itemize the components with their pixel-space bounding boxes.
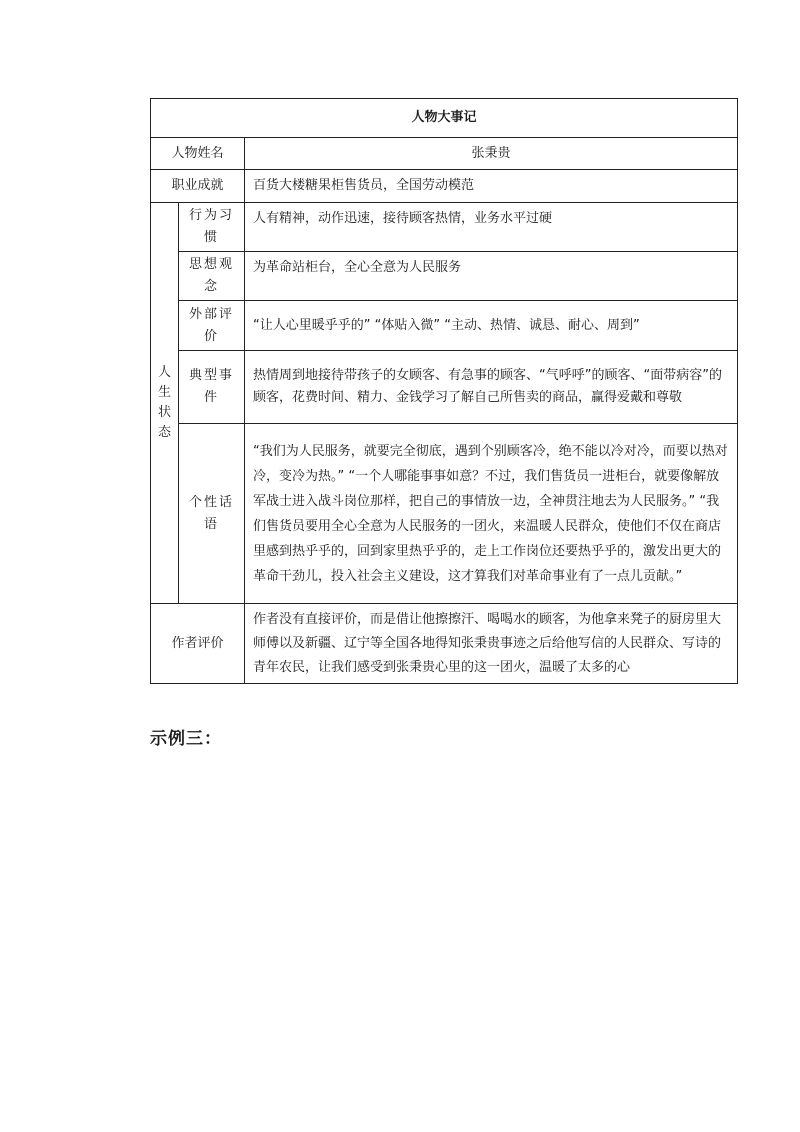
habit-label (179, 203, 245, 252)
table-row (151, 351, 738, 424)
table-row (151, 203, 738, 252)
habit-label-line: 惯 (203, 230, 219, 245)
table-row (151, 424, 738, 604)
table-title-row (151, 99, 738, 138)
name-row (151, 138, 738, 170)
event-label-line: 件 (203, 390, 219, 405)
evaluation-label-line: 价 (203, 328, 219, 344)
career-value: 百货大楼糖果柜售货员，全国劳动模范 (245, 170, 738, 203)
life-state-char: 人 (157, 365, 171, 380)
evaluation-value: “让人心里暖乎乎的” “体贴入微” “主动、热情、诚恳、耐心、周到” (245, 301, 738, 351)
author-row (151, 604, 738, 684)
life-state-char: 状 (157, 405, 171, 420)
idea-label-line: 思想观 (188, 257, 234, 272)
event-label-line: 典型事 (188, 368, 234, 383)
life-state-char: 态 (157, 425, 171, 440)
career-label: 职业成就 (151, 170, 245, 203)
habit-value: 人有精神，动作迅速，接待顾客热情，业务水平过硬 (245, 203, 738, 252)
event-label (179, 351, 245, 424)
evaluation-label-line: 外部评 (188, 306, 234, 322)
name-label: 人物姓名 (151, 138, 245, 170)
table-row (151, 301, 738, 351)
career-row (151, 170, 738, 203)
idea-label-line: 念 (203, 279, 219, 294)
habit-label-line: 行为习 (188, 208, 234, 223)
table-row (151, 252, 738, 301)
character-record-table (150, 98, 738, 684)
life-state-label (151, 203, 179, 604)
author-label: 作者评价 (151, 604, 245, 684)
author-value: 作者没有直接评价，而是借让他擦擦汗、喝喝水的顾客，为他拿来凳子的厨房里大师傅以及新疆、辽宁等全国各地得知张秉贵事迹之后给他写信的人民群众、写诗的青年农民，让我们感受到张秉贵心里的这一团火，温暖了太多的心 (245, 604, 738, 684)
life-state-char: 生 (157, 385, 171, 400)
quote-label-line: 语 (203, 516, 219, 532)
section-heading: 示例三： (150, 729, 222, 749)
event-value: 热情周到地接待带孩子的女顾客、有急事的顾客、“气呼呼”的顾客、“面带病容”的顾客，花费时间、精力、金钱学习了解自己所售卖的商品，赢得爱戴和尊敬 (245, 351, 738, 424)
quote-value: “我们为人民服务，就要完全彻底，遇到个别顾客冷，绝不能以冷对冷，而要以热对冷，变冷为热。” “一个人哪能事事如意？不过，我们售货员一进柜台，就要像解放军战士进入战斗岗位那样，把自己的事情放一边，全神贯注地去为人民服务。” “我们售货员要用全心全意为人民服务的一团火，来温暖人民群众，使他们不仅在商店里感到热乎乎的，回到家里热乎乎的，走上工作岗位还要热乎乎的，激发出更大的革命干劲儿，投入社会主义建设，这才算我们对革命事业有了一点儿贡献。” (245, 424, 738, 604)
idea-value: 为革命站柜台，全心全意为人民服务 (245, 252, 738, 301)
table-title: 人物大事记 (151, 99, 738, 138)
evaluation-label (179, 301, 245, 351)
quote-label-line: 个性话 (188, 494, 234, 510)
idea-label (179, 252, 245, 301)
name-value: 张秉贵 (245, 138, 738, 170)
quote-label (179, 424, 245, 604)
